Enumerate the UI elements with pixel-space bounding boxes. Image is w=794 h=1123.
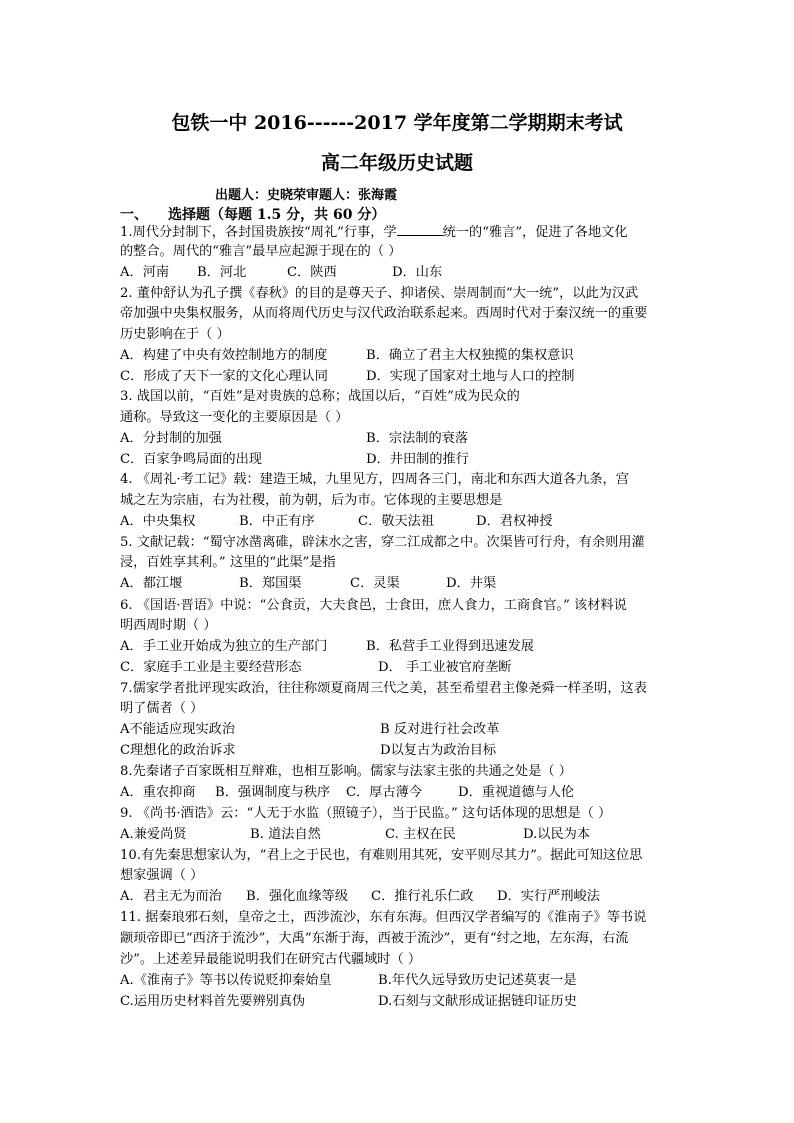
q1-text-b: 统一的“雅言”，促进了各地文化	[442, 225, 628, 240]
q5-option-c: C．灵渠	[350, 576, 400, 591]
q3-option-c: C．百家争鸣局面的出现	[120, 452, 262, 467]
q2-line-2: 帝加强中央集权服务，从而将周代历史与汉代政治联系起来。西周时代对于秦汉统一的重要	[120, 306, 648, 321]
q11-option-c: C.运用历史材料首先要辨别真伪	[120, 994, 306, 1009]
exam-title: 包铁一中 2016------2017 学年度第二学期期末考试	[171, 112, 623, 134]
q5-line-2: 浸，百姓享其利。” 这里的“此渠”是指	[120, 555, 336, 570]
q10-line-1: 10.有先秦思想家认为，“君上之于民也，有难则用其死，安平则尽其力”。据此可知这位思	[120, 848, 643, 863]
q7-line-2: 明了儒者（ ）	[120, 701, 204, 716]
q8-option-a: A．重农抑商	[120, 785, 196, 800]
q7-option-b: B 反对进行社会改革	[380, 722, 500, 737]
exam-authors: 出题人：史晓荣审题人：张海霞	[215, 188, 398, 203]
q6-option-d: D． 手工业被官府垄断	[378, 660, 512, 675]
q9-option-c: C. 主权在民	[385, 827, 456, 842]
q5-line-1: 5. 文献记载：“蜀守冰凿离碓，辟沫水之害，穿二江成都之中。次渠皆可行舟，有余则用灌	[120, 535, 645, 550]
q3-option-d: D．井田制的推行	[366, 452, 469, 467]
q2-option-d: D．实现了国家对土地与人口的控制	[366, 369, 575, 384]
q6-line-2: 明西周时期（ ）	[120, 618, 217, 633]
section-number: 一、	[120, 207, 148, 223]
q2-option-c: C．形成了天下一家的文化心理认同	[120, 369, 328, 384]
q11-line-2: 颛顼帝即已“西济于流沙”，大禹“东渐于海，西被于流沙”，更有“纣之地，左东海，右流	[120, 931, 629, 946]
q6-line-1: 6. 《国语·晋语》中说：“公食贡，大夫食邑，士食田，庶人食力，工商食官。” 该材料说	[120, 598, 627, 613]
q4-line-1: 4. 《周礼·考工记》载：建造王城，九里见方，四周各三门，南北和东西大道各九条，宫	[120, 472, 629, 487]
q1-text-a: 1.周代分封制下，各封国贵族按“周礼”行事，学	[120, 225, 397, 240]
exam-subtitle: 高二年级历史试题	[320, 152, 473, 174]
q3-option-a: A．分封制的加强	[120, 431, 222, 446]
q2-line-1: 2. 董仲舒认为孔子撰《春秋》的目的是尊天子、抑诸侯、崇周制而“大一统”，以此为汉武	[120, 286, 639, 301]
q11-option-d: D.石刻与文献形成证据链印证历史	[378, 994, 577, 1009]
q8-option-c: C．厚古薄今	[346, 785, 423, 800]
q5-option-d: D．井渠	[446, 576, 497, 591]
q6-option-c: C．家庭手工业是主要经营形态	[120, 660, 302, 675]
q7-option-a: A不能适应现实政治	[120, 722, 236, 737]
q3-option-b: B．宗法制的衰落	[366, 431, 469, 446]
q5-option-a: A．都江堰	[120, 576, 183, 591]
q4-option-d: D．君权神授	[476, 514, 553, 529]
q11-option-a: A.《淮南子》等书以传说贬抑秦始皇	[120, 973, 332, 988]
q1-option-b: B．河北	[197, 265, 247, 280]
q7-option-d: D以复古为政治目标	[380, 743, 497, 758]
q2-option-a: A．构建了中央有效控制地方的制度	[120, 348, 328, 363]
q3-line-2: 通称。导致这一变化的主要原因是（ ）	[120, 410, 349, 425]
q4-option-b: B．中正有序	[239, 514, 315, 529]
q9-option-a: A.兼爱尚贤	[120, 827, 187, 842]
q10-line-2: 想家强调（ ）	[120, 868, 204, 883]
q9-option-b: B. 道法自然	[250, 827, 321, 842]
q1-line-1	[120, 222, 628, 243]
q1-line-2: 的整合。周代的“雅言”最早应起源于现在的（ ）	[120, 244, 402, 259]
q10-option-d: D．实行严刑峻法	[497, 889, 600, 904]
q4-option-a: A．中央集权	[120, 514, 196, 529]
q8-option-b: B．强调制度与秩序	[215, 785, 331, 800]
section-title: 选择题（每题 1.5 分，共 60 分）	[168, 207, 386, 223]
q5-option-b: B．郑国渠	[239, 576, 302, 591]
q1-option-a: A．河南	[120, 265, 170, 280]
q7-line-1: 7.儒家学者批评现实政治，往往称颂夏商周三代之美，甚至希望君主像尧舜一样圣明，这表	[120, 681, 647, 696]
q2-option-b: B．确立了君主大权独揽的集权意识	[366, 348, 574, 363]
q8-option-d: D．重视道德与人伦	[458, 785, 575, 800]
q3-line-1: 3. 战国以前，“百姓”是对贵族的总称；战国以后，“百姓”成为民众的	[120, 389, 520, 404]
q10-option-c: C．推行礼乐仁政	[371, 889, 474, 904]
q10-option-a: A．君主无为而治	[120, 889, 222, 904]
q1-option-d: D．山东	[392, 265, 443, 280]
q4-option-c: C．敬天法祖	[358, 514, 435, 529]
q6-option-a: A．手工业开始成为独立的生产部门	[120, 639, 328, 654]
q4-line-2: 城之左为宗庙，右为社稷，前为朝，后为市。它体现的主要思想是	[120, 493, 503, 508]
q1-blank	[397, 222, 443, 236]
q1-option-c: C．陕西	[287, 265, 337, 280]
q11-option-b: B.年代久远导致历史记述莫衷一是	[378, 973, 577, 988]
q11-line-1: 11. 据秦琅邪石刻，皇帝之土，西涉流沙，东有东海。但西汉学者编写的《淮南子》等书说	[120, 910, 647, 925]
section-heading	[120, 204, 385, 224]
q11-line-3: 沙”。上述差异最能说明我们在研究古代疆域时（ ）	[120, 952, 422, 967]
q6-option-b: B．私营手工业得到迅速发展	[366, 639, 534, 654]
q7-option-c: C理想化的政治诉求	[120, 743, 236, 758]
q9-option-d: D.以民为本	[523, 827, 591, 842]
q10-option-b: B．强化血缘等级	[246, 889, 349, 904]
q8-line-1: 8.先秦诸子百家既相互辩难，也相互影响。儒家与法家主张的共通之处是（ ）	[120, 764, 572, 779]
q9-line-1: 9. 《尚书·酒诰》云：“人无于水监（照镜子），当于民监。” 这句话体现的思想是（ ）	[120, 806, 612, 821]
q2-line-3: 历史影响在于（ ）	[120, 327, 230, 342]
